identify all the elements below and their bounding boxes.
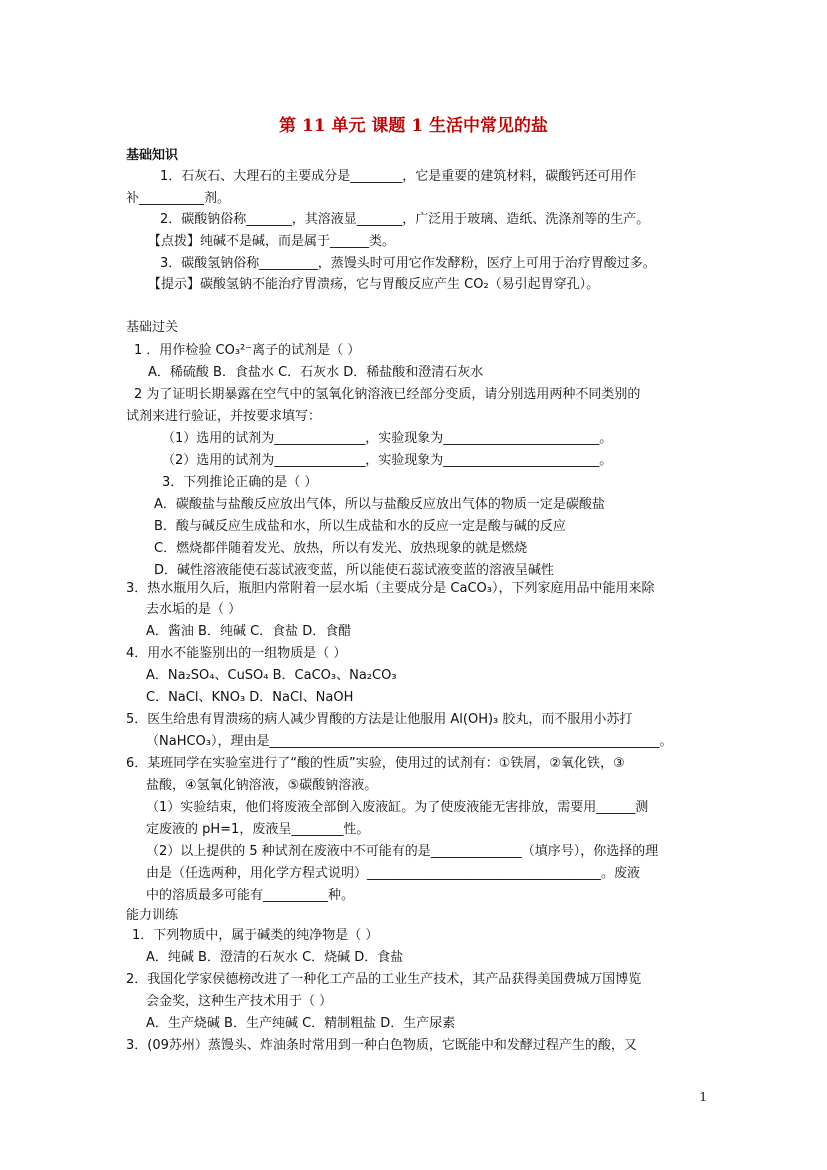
- pass-question-2-line-2: 试剂来进行验证，并按要求填写：: [126, 409, 322, 424]
- question-4-options-ab: A．Na₂SO₄、CuSO₄ B．CaCO₃、Na₂CO₃: [146, 668, 397, 683]
- pass-question-3-option-b: B．酸与碱反应生成盐和水，所以生成盐和水的反应一定是酸与碱的反应: [154, 519, 566, 534]
- pass-question-3-option-d: D．碱性溶液能使石蕊试液变蓝，所以能使石蕊试液变蓝的溶液呈碱性: [154, 563, 555, 578]
- pass-question-2-line-1: 2 为了证明长期暴露在空气中的氢氧化钠溶液已经部分变质，请分别选用两种不同类别的: [134, 387, 641, 402]
- question-6-line-6: 由是（任选两种，用化学方程式说明）____________________________________。废液: [146, 866, 641, 881]
- section-basic-pass: 基础过关: [126, 320, 179, 335]
- ability-question-2-line-1: 2．我国化学家侯德榜改进了一种化工产品的工业生产技术，其产品获得美国费城万国博览: [126, 972, 642, 987]
- knowledge-3-tip: 【提示】碳酸氢钠不能治疗胃溃疡，它与胃酸反应产生 CO₂（易引起胃穿孔）。: [148, 277, 600, 292]
- question-4-options-cd: C．NaCl、KNO₃ D．NaCl、NaOH: [146, 690, 354, 705]
- ability-question-2-options: A．生产烧碱 B．生产纯碱 C．精制粗盐 D．生产尿素: [146, 1016, 456, 1031]
- question-3-line-2: 去水垢的是（ ）: [146, 602, 242, 617]
- pass-question-3-option-c: C．燃烧都伴随着发光、放热，所以有发光、放热现象的就是燃烧: [154, 541, 528, 556]
- knowledge-1-line-2: 补__________剂。: [126, 191, 231, 206]
- question-6-line-4: 定废液的 pH=1，废液呈________性。: [146, 822, 370, 837]
- section-ability: 能力训练: [126, 908, 179, 923]
- question-6-line-2: 盐酸，④氢氧化钠溶液，⑤碳酸钠溶液。: [146, 778, 378, 793]
- ability-question-2-line-2: 会金奖，这种生产技术用于（ ）: [146, 994, 333, 1009]
- pass-question-1: 1 ．用作检验 CO₃²⁻离子的试剂是（ ）: [134, 343, 361, 358]
- page-title: 第 11 单元 课题 1 生活中常见的盐: [278, 116, 549, 136]
- question-4: 4．用水不能鉴别出的一组物质是（ ）: [126, 646, 347, 661]
- pass-question-1-options: A．稀硫酸 B．食盐水 C．石灰水 D．稀盐酸和澄清石灰水: [148, 365, 484, 380]
- question-6-line-5: （2）以上提供的 5 种试剂在废液中不可能有的是______________（填序号），你选择的理: [146, 844, 659, 859]
- question-3-line-1: 3．热水瓶用久后，瓶胆内常附着一层水垢（主要成分是 CaCO₃），下列家庭用品中能用来除: [126, 581, 655, 596]
- ability-question-1-options: A．纯碱 B．澄清的石灰水 C．烧碱 D．食盐: [146, 950, 404, 965]
- question-5-line-2: （NaHCO₃），理由是____________________________________________________________。: [146, 734, 673, 749]
- question-5-line-1: 5．医生给患有胃溃疡的病人减少胃酸的方法是让他服用 Al(OH)₃ 胶丸，而不服用小苏打: [126, 712, 633, 727]
- knowledge-2-tip: 【点拨】纯碱不是碱，而是属于______类。: [148, 234, 396, 249]
- knowledge-3: 3．碳酸氢钠俗称_________，蒸馒头时可用它作发酵粉，医疗上可用于治疗胃酸过多。: [160, 256, 656, 271]
- pass-question-2-item-2: （2）选用的试剂为______________，实验现象为________________________。: [162, 453, 613, 468]
- pass-question-2-item-1: （1）选用的试剂为______________，实验现象为________________________。: [162, 431, 613, 446]
- question-6-line-1: 6．某班同学在实验室进行了“酸的性质”实验，使用过的试剂有：①铁屑，②氧化铁，③: [126, 756, 625, 771]
- question-6-line-7: 中的溶质最多可能有__________种。: [146, 888, 355, 903]
- pass-question-3: 3．下列推论正确的是（ ）: [162, 475, 318, 490]
- knowledge-2: 2．碳酸钠俗称_______，其溶液显_______，广泛用于玻璃、造纸、洗涤剂等的生产。: [160, 212, 650, 227]
- knowledge-1-line-1: 1．石灰石、大理石的主要成分是________，它是重要的建筑材料，碳酸钙还可用作: [160, 169, 637, 184]
- section-basic-knowledge: 基础知识: [126, 148, 179, 163]
- ability-question-3: 3．(09苏州）蒸馒头、炸油条时常用到一种白色物质，它既能中和发酵过程产生的酸，又: [126, 1038, 637, 1053]
- page-number: 1: [699, 1090, 707, 1104]
- question-6-line-3: （1）实验结束，他们将废液全部倒入废液缸。为了使废液能无害排放，需要用______测: [146, 800, 649, 815]
- pass-question-3-option-a: A．碳酸盐与盐酸反应放出气体，所以与盐酸反应放出气体的物质一定是碳酸盐: [154, 497, 605, 512]
- question-3-options: A．酱油 B．纯碱 C．食盐 D．食醋: [146, 624, 352, 639]
- ability-question-1: 1．下列物质中，属于碱类的纯净物是（ ）: [132, 928, 379, 943]
